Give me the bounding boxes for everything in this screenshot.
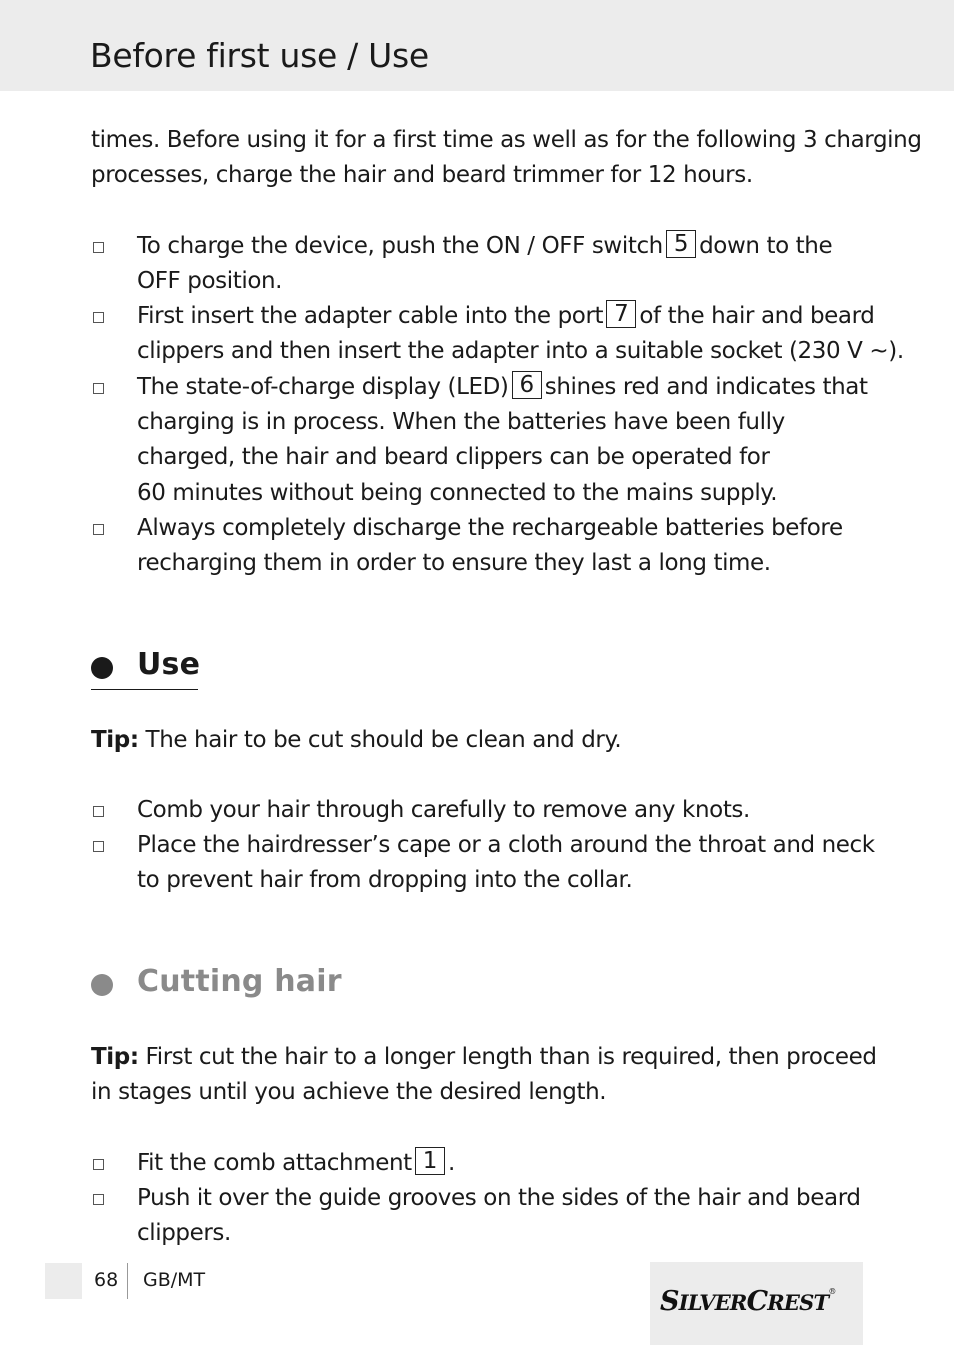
checkbox-bullet-icon	[93, 383, 104, 394]
step-text: to prevent hair from dropping into the collar.	[137, 867, 633, 893]
tip-text: The hair to be cut should be clean and dry.	[138, 727, 622, 753]
section-title: Cutting hair	[137, 964, 342, 999]
step-text: .	[448, 1150, 455, 1176]
tip-text: First cut the hair to a longer length than is required, then proceed	[138, 1044, 877, 1070]
page-title: Before first use / Use	[90, 36, 429, 75]
tip-paragraph	[91, 1040, 877, 1075]
language-code: GB/MT	[143, 1269, 206, 1291]
step-text: of the hair and beard	[639, 303, 875, 329]
bullet-dot-icon	[91, 657, 113, 679]
intro-line-1: times. Before using it for a first time as well as for the following 3 charging	[91, 127, 922, 153]
step-text: charged, the hair and beard clippers can be operated for	[137, 444, 770, 470]
tip-label: Tip:	[91, 727, 139, 753]
part-ref-badge: 7	[606, 300, 636, 328]
step-text: charging is in process. When the batteries have been fully	[137, 409, 785, 435]
step-text: recharging them in order to ensure they last a long time.	[137, 550, 771, 576]
brand-logo: SILVERCREST®	[660, 1286, 836, 1317]
bullet-dot-icon	[91, 974, 113, 996]
intro-line-2: processes, charge the hair and beard trimmer for 12 hours.	[91, 162, 753, 188]
step-text: Fit the comb attachment	[137, 1150, 412, 1176]
tip-paragraph	[91, 723, 871, 758]
step-text: shines red and indicates that	[544, 374, 868, 400]
step-text: Place the hairdresser’s cape or a cloth around the throat and neck	[137, 832, 875, 858]
step-text: First insert the adapter cable into the port	[137, 303, 604, 329]
section-title: Use	[137, 647, 201, 682]
step-text: To charge the device, push the ON / OFF switch	[137, 233, 663, 259]
step-text: OFF position.	[137, 268, 283, 294]
footer-marker	[45, 1263, 82, 1299]
checkbox-bullet-icon	[93, 806, 104, 817]
step-text: clippers and then insert the adapter into a suitable socket (230 V ~).	[137, 338, 904, 364]
section-underline	[91, 689, 198, 690]
tip-label: Tip:	[91, 1044, 139, 1070]
step-text: clippers.	[137, 1220, 231, 1246]
checkbox-bullet-icon	[93, 1159, 104, 1170]
part-ref-badge: 5	[666, 230, 696, 258]
step-text: Push it over the guide grooves on the sides of the hair and beard	[137, 1185, 861, 1211]
step-text: Always completely discharge the rechargeable batteries before	[137, 515, 843, 541]
step-text: down to the	[699, 233, 833, 259]
step-text: The state-of-charge display (LED)	[137, 374, 509, 400]
footer-divider	[127, 1263, 128, 1299]
checkbox-bullet-icon	[93, 242, 104, 253]
part-ref-badge: 1	[415, 1147, 445, 1175]
checkbox-bullet-icon	[93, 312, 104, 323]
checkbox-bullet-icon	[93, 841, 104, 852]
tip-text: in stages until you achieve the desired length.	[91, 1079, 607, 1105]
step-text: Comb your hair through carefully to remove any knots.	[137, 797, 750, 823]
part-ref-badge: 6	[512, 371, 542, 399]
step-text: 60 minutes without being connected to the mains supply.	[137, 480, 778, 506]
checkbox-bullet-icon	[93, 524, 104, 535]
page-number: 68	[94, 1269, 119, 1291]
checkbox-bullet-icon	[93, 1194, 104, 1205]
